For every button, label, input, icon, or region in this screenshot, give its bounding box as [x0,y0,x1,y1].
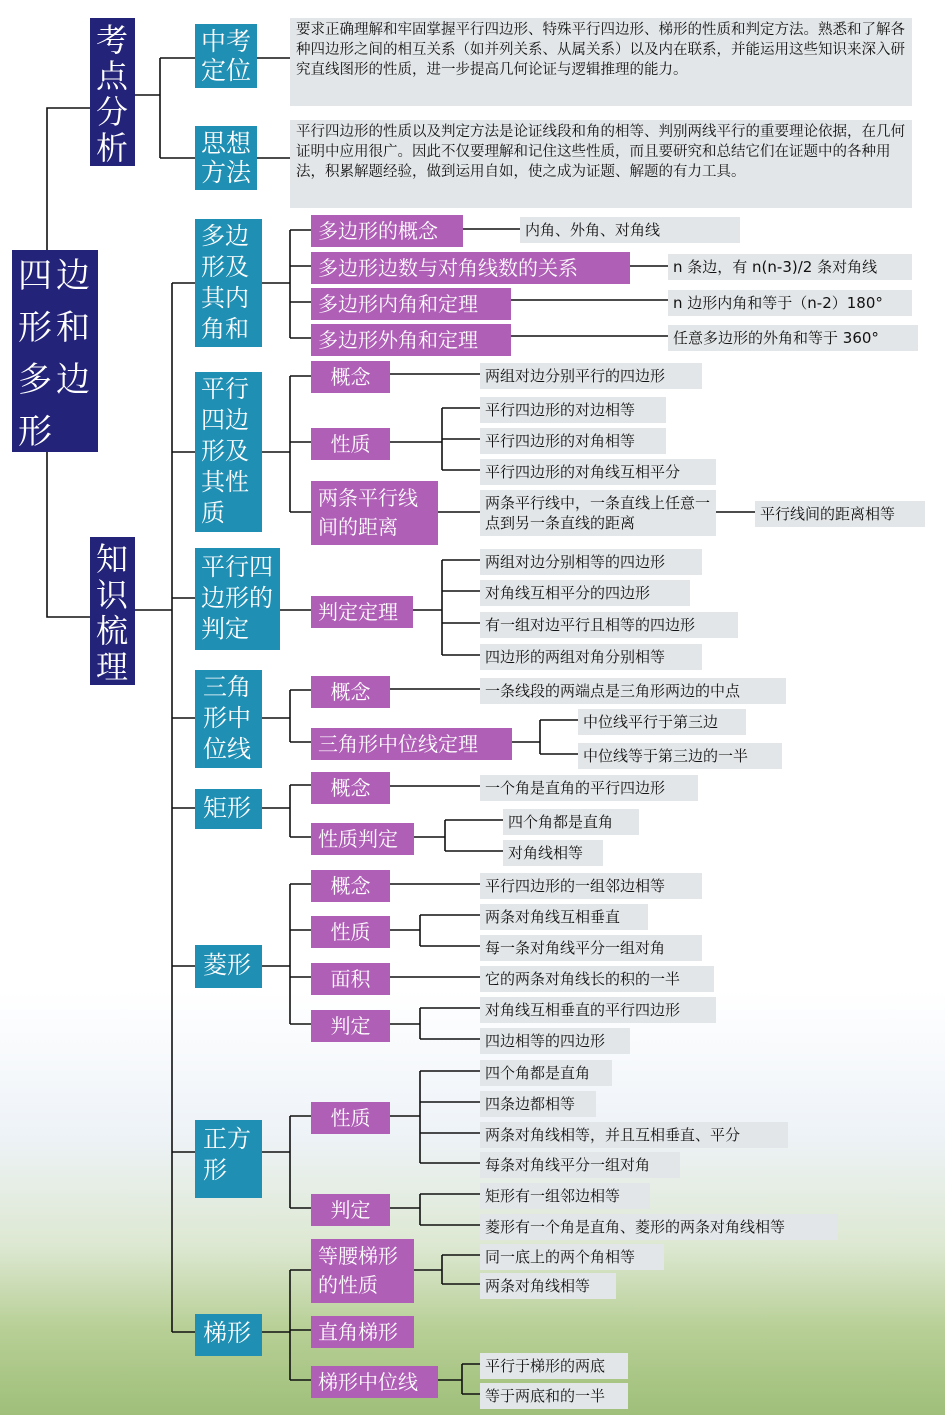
rectangle-concept: 概念 [311,772,390,804]
square-property-3: 两条对角线相等，并且互相垂直、平分 [480,1122,788,1148]
topic-trapezoid-label: 梯形 [203,1319,251,1347]
analysis-node [90,18,135,166]
rhombus-property: 性质 [311,916,390,948]
trapezoid-midline-2: 等于两底和的一半 [480,1383,628,1409]
parallelogram-property-2: 平行四边形的对角相等 [480,428,666,454]
parallelogram-property-1: 平行四边形的对边相等 [480,397,666,423]
polygon-concept-leaf: 内角、外角、对角线 [520,217,740,243]
square-judge-1: 矩形有一组邻边相等 [480,1183,650,1209]
trapezoid-midline-1: 平行于梯形的两底 [480,1353,628,1379]
analysis-label: 考点分析 [96,21,129,167]
rhombus-judge-2: 四边相等的四边形 [480,1028,630,1054]
trapezoid-midline: 梯形中位线 [311,1366,438,1398]
midline-theorem-leaf-1: 中位线平行于第三边 [578,709,746,735]
topic-rhombus-label: 菱形 [203,951,251,979]
parallel-lines-distance-leaf-2: 平行线间的距离相等 [755,501,925,527]
topic-square-label: 正方形 [203,1125,251,1184]
rhombus-concept-leaf: 平行四边形的一组邻边相等 [480,873,702,899]
rectangle-property: 性质判定 [311,823,414,855]
rhombus-property-2: 每一条对角线平分一组对角 [480,935,702,961]
judge-item-1: 两组对边分别相等的四边形 [480,549,702,575]
topic-parallelogram-judge-label: 平行四边形的判定 [201,553,273,643]
polygon-diagonals: 多边形边数与对角线数的关系 [311,252,630,284]
analysis-item-method [195,126,257,190]
square-property-4: 每条对角线平分一组对角 [480,1152,680,1178]
knowledge-label: 知识梳理 [96,540,129,686]
topic-square [195,1120,262,1198]
midline-concept-leaf: 一条线段的两端点是三角形两边的中点 [480,678,786,704]
trapezoid-right: 直角梯形 [311,1316,414,1348]
rhombus-judge: 判定 [311,1010,390,1042]
parallelogram-concept: 概念 [311,361,390,393]
polygon-diagonals-leaf: n 条边，有 n(n-3)/2 条对角线 [668,254,912,280]
rhombus-property-1: 两条对角线互相垂直 [480,904,648,930]
topic-rectangle [195,789,262,829]
positioning-text: 要求正确理解和牢固掌握平行四边形、特殊平行四边形、梯形的性质和判定方法。熟悉和了解各种四边形之间的相互关系（如并列关系、从属关系）以及内在联系，并能运用这些知识来深入研究直线图形的性质，进一步提高几何论证与逻辑推理的能力。 [290,18,912,106]
polygon-exterior-leaf: 任意多边形的外角和等于 360° [668,325,918,351]
polygon-interior-leaf: n 边形内角和等于（n-2）180° [668,290,912,316]
square-property-1: 四个角都是直角 [480,1060,612,1086]
parallelogram-concept-leaf: 两组对边分别平行的四边形 [480,363,702,389]
square-judge: 判定 [311,1194,390,1226]
topic-rectangle-label: 矩形 [203,794,251,822]
root-node [12,250,98,452]
method-label: 思想方法 [201,129,252,187]
parallel-lines-distance-leaf: 两条平行线中，一条直线上任意一点到另一条直线的距离 [480,490,716,536]
rhombus-area: 面积 [311,963,390,995]
analysis-item-positioning [195,24,257,88]
trapezoid-isosceles-1: 同一底上的两个角相等 [480,1244,664,1270]
judge-item-3: 有一组对边平行且相等的四边形 [480,612,738,638]
midline-theorem: 三角形中位线定理 [311,728,512,760]
rectangle-property-1: 四个角都是直角 [503,809,639,835]
parallelogram-property-3: 平行四边形的对角线互相平分 [480,459,716,485]
rhombus-judge-1: 对角线互相垂直的平行四边形 [480,997,716,1023]
positioning-label: 中考定位 [201,27,252,85]
method-text: 平行四边形的性质以及判定方法是论证线段和角的相等、判别两线平行的重要理论依据，在几何证明中应用很广。因此不仅要理解和记住这些性质，而且要研究和总结它们在证题中的各种用法，积累解题经验，做到运用自如，使之成为证题、解题的有力工具。 [290,120,912,208]
rectangle-concept-leaf: 一个角是直角的平行四边形 [480,775,698,801]
trapezoid-isosceles-2: 两条对角线相等 [480,1273,616,1299]
topic-parallelogram-label: 平行四边形及其性质 [201,375,249,527]
judge-item-4: 四边形的两组对角分别相等 [480,644,702,670]
polygon-exterior: 多边形外角和定理 [311,324,511,356]
topic-triangle-midline [195,670,262,768]
square-property: 性质 [311,1102,390,1134]
topic-polygon [195,219,262,347]
midline-concept: 概念 [311,676,390,708]
trapezoid-isosceles: 等腰梯形的性质 [311,1239,414,1303]
parallelogram-property: 性质 [311,428,390,460]
polygon-concept: 多边形的概念 [311,215,463,247]
polygon-interior: 多边形内角和定理 [311,288,511,320]
topic-polygon-label: 多边形及其内角和 [201,222,249,343]
parallel-lines-distance: 两条平行线间的距离 [311,481,438,545]
judge-item-2: 对角线互相平分的四边形 [480,580,690,606]
topic-trapezoid [195,1314,262,1356]
judge-theorem: 判定定理 [311,596,413,628]
topic-triangle-midline-label: 三角形中位线 [203,673,251,763]
square-judge-2: 菱形有一个角是直角、菱形的两条对角线相等 [480,1214,838,1240]
knowledge-node [90,537,135,685]
midline-theorem-leaf-2: 中位线等于第三边的一半 [578,743,782,769]
rhombus-concept: 概念 [311,870,390,902]
topic-parallelogram [195,372,262,532]
topic-rhombus [195,945,262,988]
rhombus-area-leaf: 它的两条对角线长的积的一半 [480,966,714,992]
square-property-2: 四条边都相等 [480,1091,596,1117]
topic-parallelogram-judge [195,548,280,650]
root-label: 四边形和多边形 [18,256,94,452]
rectangle-property-2: 对角线相等 [503,840,603,866]
